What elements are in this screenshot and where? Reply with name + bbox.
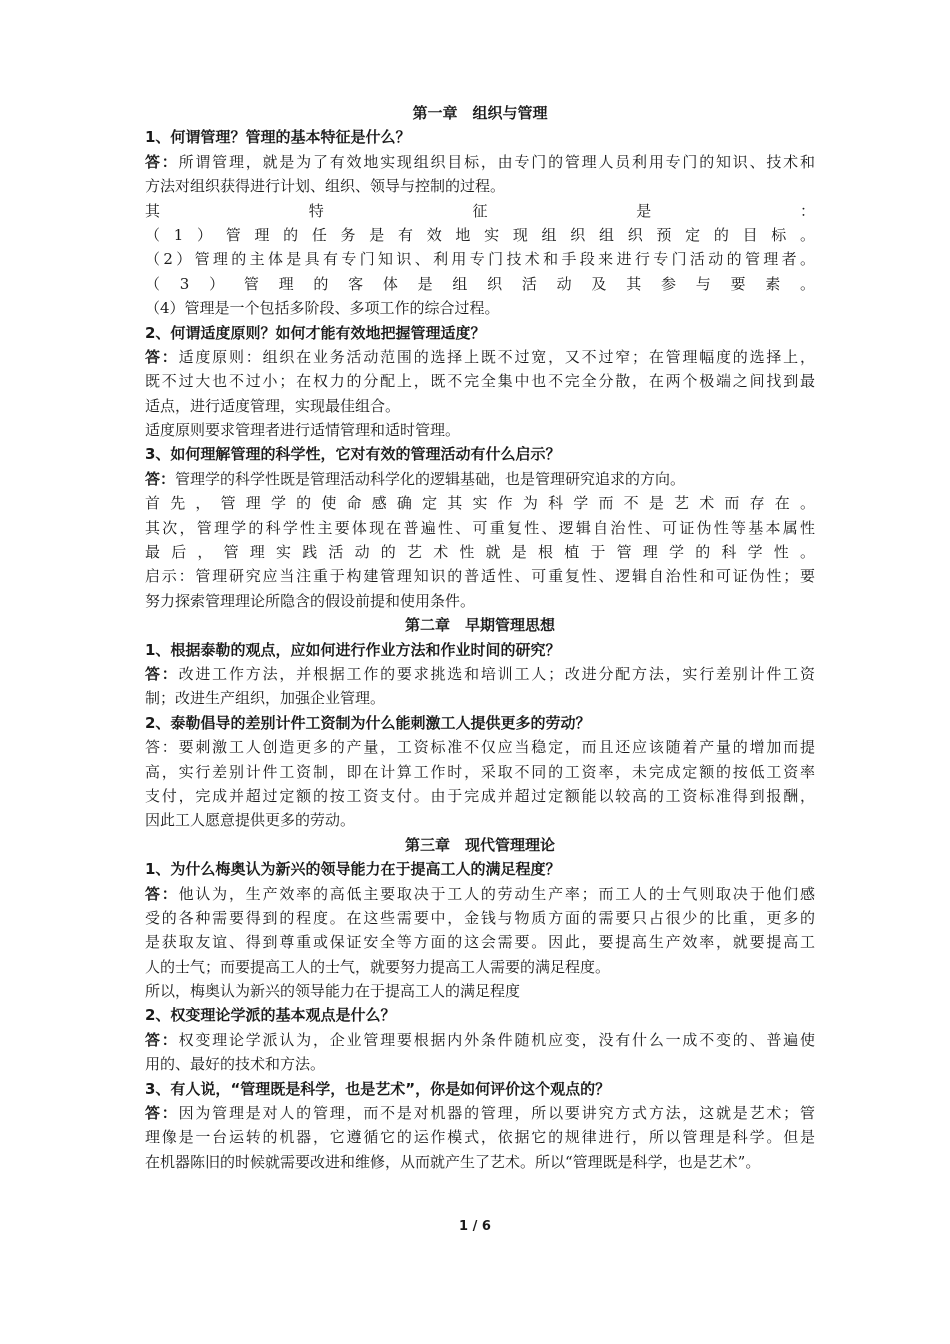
answer-label: 答：: [145, 664, 179, 683]
answer-line: [145, 882, 815, 906]
answer-label: 答：: [145, 884, 179, 903]
answer-line: 人的士气；而要提高工人的士气，就要努力提高工人需要的满足程度。: [145, 957, 611, 976]
chapter-heading: 第三章 现代管理理论: [404, 835, 555, 854]
question-heading: 2、权变理论学派的基本观点是什么？: [145, 1006, 396, 1025]
answer-text: 管理学的科学性既是管理活动科学化的逻辑基础，也是管理研究追求的方向。: [175, 469, 686, 488]
answer-line: [145, 467, 815, 491]
answer-line: 方法对组织获得进行计划、组织、领导与控制的过程。: [145, 177, 506, 196]
body-line: 首先，管理学的使命感确定其实作为科学而不是艺术而存在。: [145, 494, 815, 513]
answer-label: 答：: [145, 152, 179, 171]
question-heading: 1、何谓管理？管理的基本特征是什么？: [145, 128, 411, 147]
answer-text: 适度原则：组织在业务活动范围的选择上既不过宽，又不过窄；在管理幅度的选择上，: [178, 347, 815, 366]
answer-line: 制；改进生产组织，加强企业管理。: [145, 689, 386, 708]
body-line: 启示：管理研究应当注重于构建管理知识的普适性、可重复性、逻辑自治性和可证伪性；要: [145, 567, 815, 586]
body-line: 其特征是：: [145, 201, 815, 220]
body-line: （3）管理的客体是组织活动及其参与要素。: [145, 274, 815, 293]
answer-line: [145, 345, 815, 369]
chapter-heading: 第二章 早期管理思想: [404, 616, 555, 635]
answer-line: 是获取友谊、得到尊重或保证安全等方面的这会需要。因此，要提高生产效率，就要提高工: [145, 933, 815, 952]
body-line: 其次，管理学的科学性主要体现在普遍性、可重复性、逻辑自治性、可证伪性等基本属性: [145, 518, 815, 537]
answer-label: 答：: [145, 347, 179, 366]
answer-line: 在机器陈旧的时候就需要改进和维修，从而就产生了艺术。所以“管理既是科学，也是艺术”。: [145, 1152, 761, 1171]
body-line: 支付，完成并超过定额的按工资支付。由于完成并超过定额能以较高的工资标准得到报酬，: [145, 786, 815, 805]
body-line: 适度原则要求管理者进行适情管理和适时管理。: [145, 421, 461, 440]
answer-line: 受的各种需要得到的程度。在这些需要中，金钱与物质方面的需要只占很少的比重，更多的: [145, 908, 815, 927]
question-heading: 1、为什么梅奥认为新兴的领导能力在于提高工人的满足程度？: [145, 860, 561, 879]
question-heading: 3、有人说，“管理既是科学，也是艺术”，你是如何评价这个观点的？: [145, 1079, 611, 1098]
body-line: 高，实行差别计件工资制，即在计算工作时，采取不同的工资率，未完成定额的按低工资率: [145, 762, 815, 781]
page-number: 1 / 6: [459, 1219, 491, 1234]
body-line: 答：要刺激工人创造更多的产量，工资标准不仅应当稳定，而且还应该随着产量的增加而提: [145, 738, 815, 757]
answer-line: 理像是一台运转的机器，它遵循它的运作模式，依据它的规律进行，所以管理是科学。但是: [145, 1128, 815, 1147]
question-heading: 1、根据泰勒的观点，应如何进行作业方法和作业时间的研究？: [145, 640, 561, 659]
body-line: （1）管理的任务是有效地实现组织组织预定的目标。: [145, 225, 815, 244]
answer-text: 所谓管理，就是为了有效地实现组织目标，由专门的管理人员利用专门的知识、技术和: [178, 152, 815, 171]
answer-text: 改进工作方法，并根据工作的要求挑选和培训工人；改进分配方法，实行差别计件工资: [178, 664, 815, 683]
answer-line: [145, 1028, 815, 1052]
answer-label: 答：: [145, 469, 176, 488]
answer-line: 用的、最好的技术和方法。: [145, 1055, 326, 1074]
answer-line: [145, 1101, 815, 1125]
chapter-heading: 第一章 组织与管理: [412, 104, 548, 122]
document-body: [145, 101, 815, 1174]
question-heading: 2、何谓适度原则？如何才能有效地把握管理适度？: [145, 323, 486, 342]
answer-line: 适点，进行适度管理，实现最佳组合。: [145, 396, 401, 415]
answer-text: 他认为，生产效率的高低主要取决于工人的劳动生产率；而工人的士气则取决于他们感: [178, 884, 815, 903]
body-line: 努力探索管理理论所隐含的假设前提和使用条件。: [145, 591, 476, 610]
answer-line: [145, 662, 815, 686]
answer-label: 答：: [145, 1104, 179, 1123]
body-line: （2）管理的主体是具有专门知识、利用专门技术和手段来进行专门活动的管理者。: [145, 250, 815, 269]
body-line: （4）管理是一个包括多阶段、多项工作的综合过程。: [145, 299, 500, 318]
body-line: 因此工人愿意提供更多的劳动。: [145, 811, 356, 830]
body-line: 所以，梅奥认为新兴的领导能力在于提高工人的满足程度: [145, 982, 521, 1001]
answer-text: 因为管理是对人的管理，而不是对机器的管理，所以要讲究方式方法，这就是艺术；管: [178, 1104, 815, 1123]
answer-line: 既不过大也不过小；在权力的分配上，既不完全集中也不完全分散，在两个极端之间找到最: [145, 372, 815, 391]
question-heading: 2、泰勒倡导的差别计件工资制为什么能刺激工人提供更多的劳动？: [145, 713, 591, 732]
body-line: 最后，管理实践活动的艺术性就是根植于管理学的科学性。: [145, 543, 815, 562]
question-heading: 3、如何理解管理的科学性，它对有效的管理活动有什么启示？: [145, 445, 561, 464]
answer-line: [145, 150, 815, 174]
answer-text: 权变理论学派认为，企业管理要根据内外条件随机应变，没有什么一成不变的、普遍使: [178, 1030, 815, 1049]
answer-label: 答：: [145, 1030, 179, 1049]
